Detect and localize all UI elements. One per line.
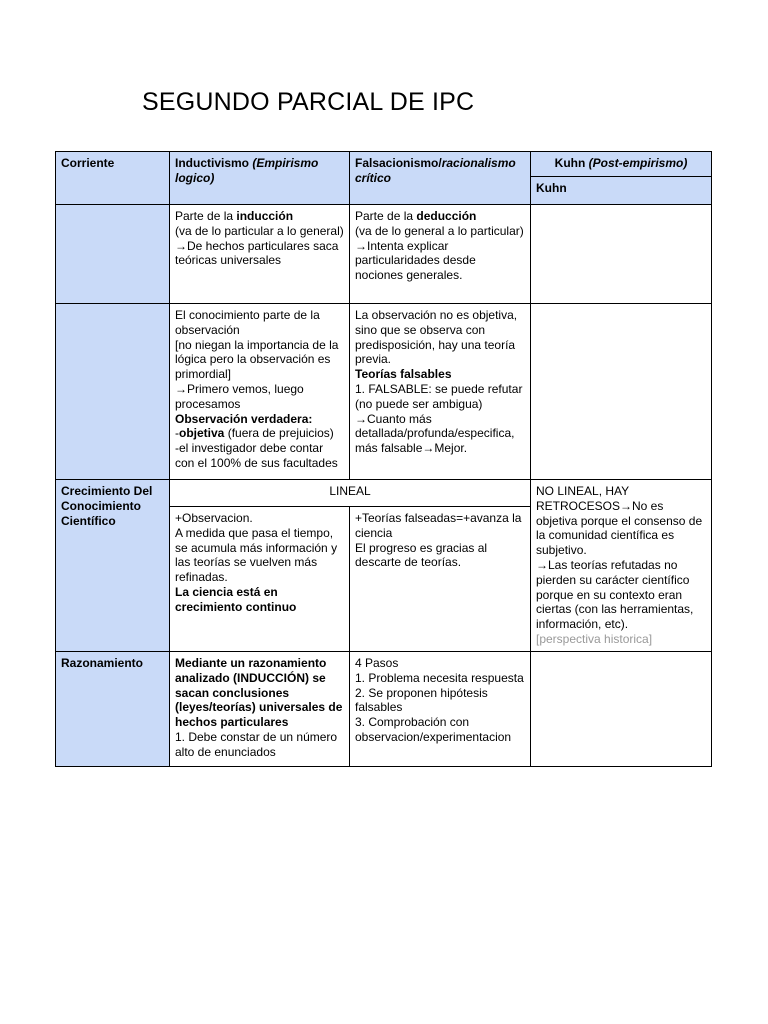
row4-kuhn — [531, 652, 712, 767]
row3-kuhn: NO LINEAL, HAY RETROCESOS→No es objetiva porque el consenso de la comunidad científica es subjetivo. →Las teorías refutadas no pierden su carácter científico porque en su contexto eran ciertas (con las herramientas, información, etc). [perspectiva historica] — [531, 480, 712, 652]
row4-falsacionismo: 4 Pasos 1. Problema necesita respuesta 2. Se proponen hipótesis falsables 3. Comprobación con observacion/experimentacion — [350, 652, 531, 767]
row3-falsacionismo: +Teorías falseadas=+avanza la ciencia El progreso es gracias al descarte de teorías. — [350, 507, 531, 652]
row3-label: Crecimiento Del Conocimiento Científico — [56, 480, 170, 652]
header-kuhn-sub: Kuhn — [531, 177, 712, 205]
row1-falsacionismo: Parte de la deducción (va de lo general a lo particular) →Intenta explicar particularidades desde nociones generales. — [350, 205, 531, 304]
comparison-table — [55, 151, 712, 767]
row2-label — [56, 304, 170, 480]
header-kuhn: Kuhn (Post-empirismo) — [531, 152, 712, 177]
row2-falsacionismo: La observación no es objetiva, sino que se observa con predisposición, hay una teoría previa. Teorías falsables 1. FALSABLE: se puede refutar (no puede ser ambigua) →Cuanto más detallada/profunda/especifica, más falsable→Mejor. — [350, 304, 531, 480]
row1-label — [56, 205, 170, 304]
row2-inductivismo: El conocimiento parte de la observación [no niegan la importancia de la lógica pero la observación es primordial] →Primero vemos, luego procesamos Observación verdadera: -objetiva (fuera de prejuicios) -el investigador debe contar con el 100% de sus facultades — [170, 304, 350, 480]
row3-inductivismo: +Observacion. A medida que pasa el tiempo, se acumula más información y las teorías se vuelven más refinadas. La ciencia está en crecimiento continuo — [170, 507, 350, 652]
row3-lineal: LINEAL — [170, 480, 531, 507]
row4-label: Razonamiento — [56, 652, 170, 767]
header-inductivismo: Inductivismo (Empirismo logico) — [170, 152, 350, 205]
row4-inductivismo: Mediante un razonamiento analizado (INDUCCIÓN) se sacan conclusiones (leyes/teorías) universales de hechos particulares 1. Debe constar de un número alto de enunciados — [170, 652, 350, 767]
header-corriente: Corriente — [56, 152, 170, 205]
row1-inductivismo: Parte de la inducción (va de lo particular a lo general) →De hechos particulares saca teóricas universales — [170, 205, 350, 304]
row2-kuhn — [531, 304, 712, 480]
page-title: SEGUNDO PARCIAL DE IPC — [142, 88, 475, 116]
header-falsacionismo: Falsacionismo/racionalismo crítico — [350, 152, 531, 205]
row1-kuhn — [531, 205, 712, 304]
